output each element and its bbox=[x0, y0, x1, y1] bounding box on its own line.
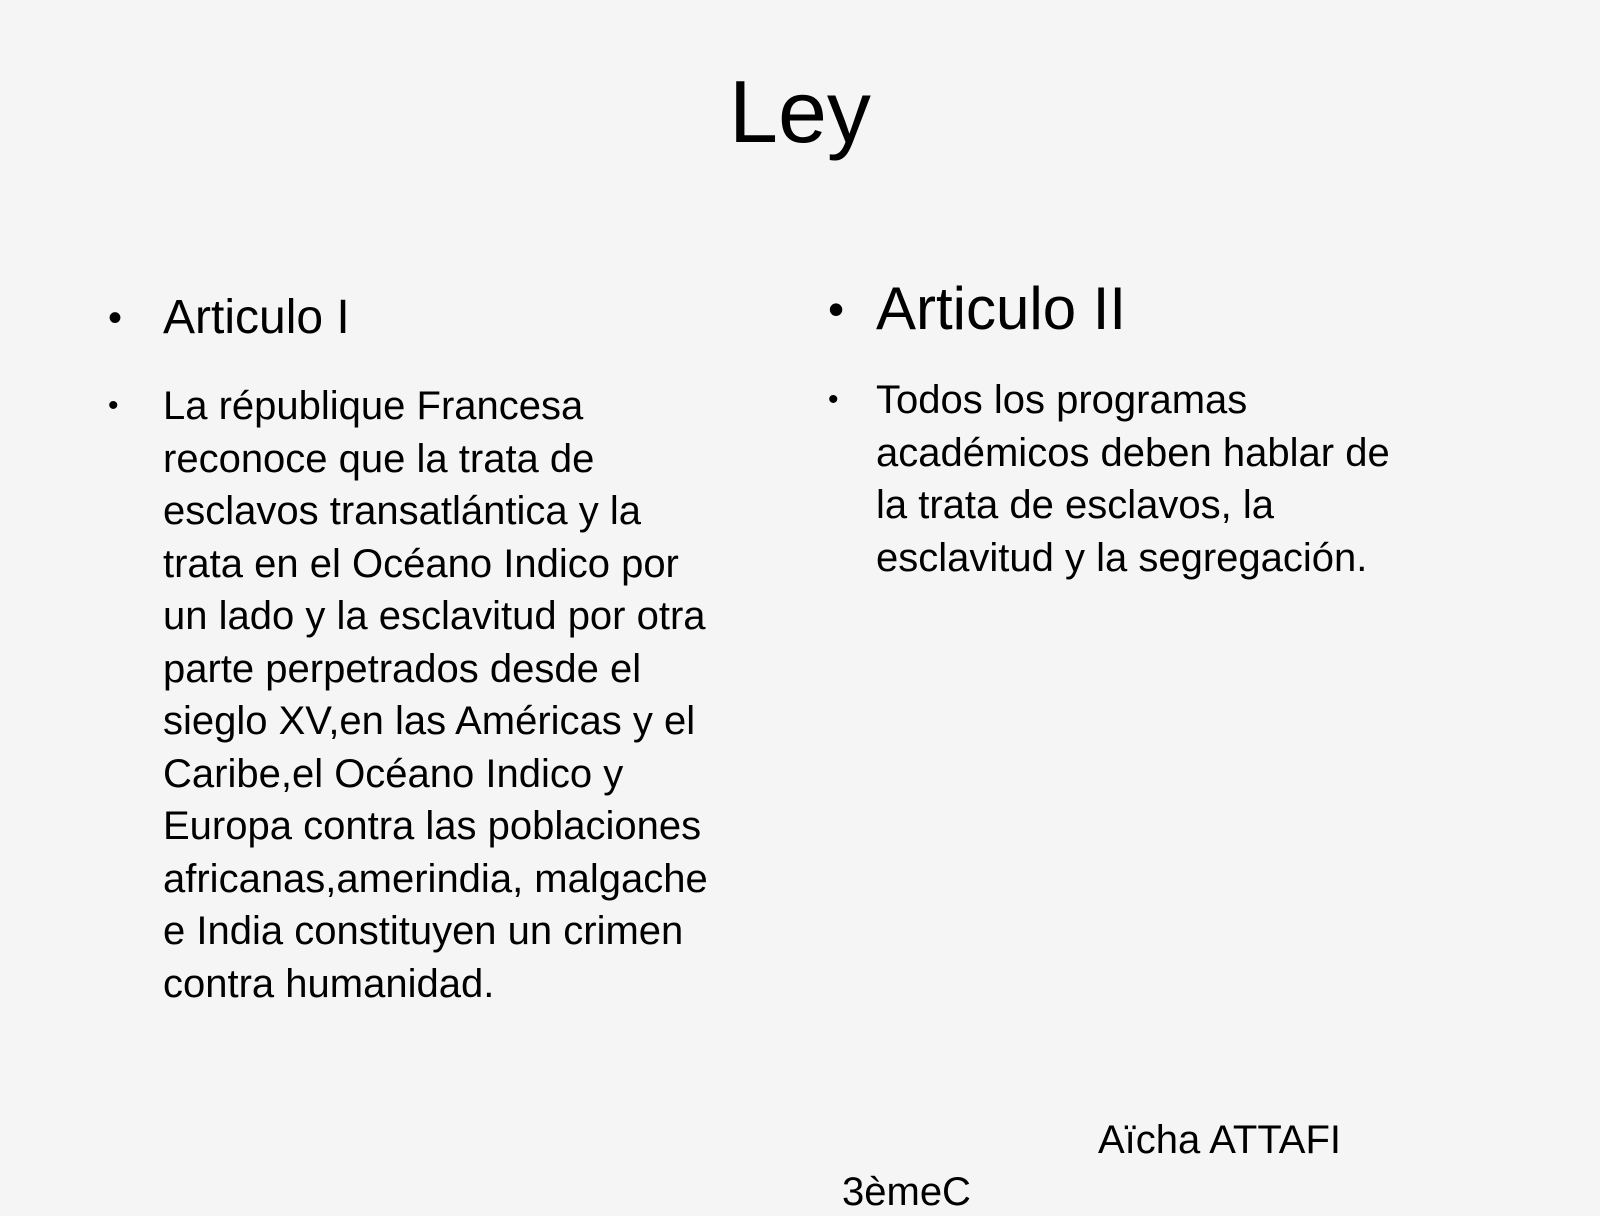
article-2-heading: Articulo II bbox=[876, 275, 1127, 342]
slide-title: Ley bbox=[729, 62, 871, 161]
bullet-icon: • bbox=[828, 283, 845, 335]
bullet-icon: • bbox=[108, 296, 123, 340]
article-1-heading: Articulo I bbox=[163, 291, 350, 344]
article-2-body: Todos los programas académicos deben hablar de la trata de esclavos, la esclavitud y la segregación. bbox=[876, 378, 1390, 580]
bullet-icon: • bbox=[108, 389, 119, 422]
class-label: 3èmeC bbox=[842, 1170, 971, 1214]
author-name: Aïcha ATTAFI bbox=[1098, 1118, 1342, 1162]
article-1-body: La république Francesa reconoce que la trata de esclavos transatlántica y la trata en el Océano Indico por un lado y la esclavitud por otra parte perpetrados desde el sieglo XV,en las Américas y el Caribe,el Océano Indico y Europa contra las poblaciones africanas,amerindia, malgache e India constituyen un crimen contra humanidad. bbox=[163, 384, 708, 1006]
bullet-icon: • bbox=[828, 383, 839, 416]
